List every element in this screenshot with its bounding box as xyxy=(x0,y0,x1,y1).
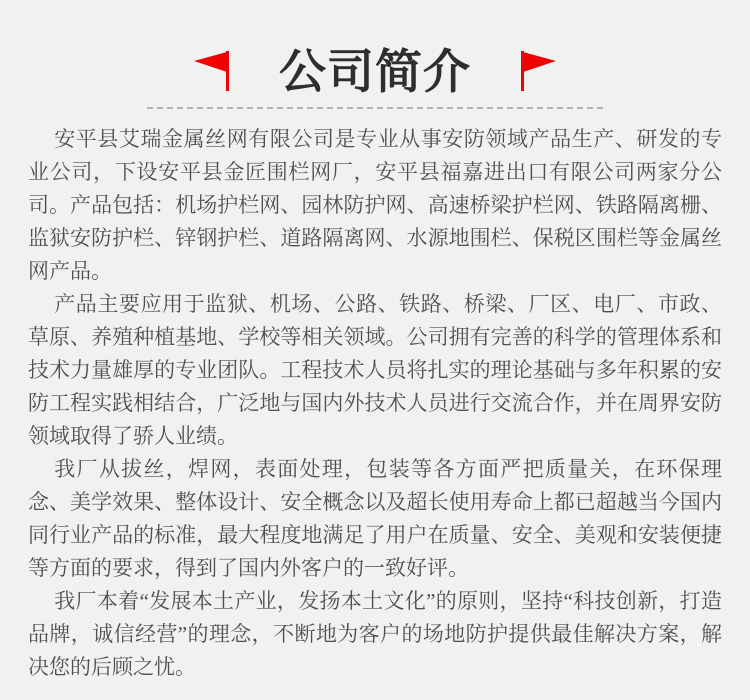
intro-paragraph-philosophy: 我厂本着“发展本土产业，发扬本土文化”的原则，坚持“科技创新，打造品牌，诚信经营”的理念，不断地为客户的场地防护提供最佳解决方案，解决您的后顾之忧。 xyxy=(28,588,722,679)
red-flag-left-icon xyxy=(193,50,231,96)
intro-paragraph-applications: 产品主要应用于监狱、机场、公路、铁路、桥梁、厂区、电厂、市政、草原、养殖种植基地、学校等相关领域。公司拥有完善的科学的管理体系和技术力量雄厚的专业团队。工程技术人员将扎实的理论基础与多年积累的安防工程实践相结合，广泛地与国内外技术人员进行交流合作，并在周界安防领域取得了骄人业绩。 xyxy=(28,291,722,448)
intro-paragraph-quality: 我厂从拔丝，焊网，表面处理，包装等各方面严把质量关，在环保理念、美学效果、整体设计、安全概念以及超长使用寿命上都已超越当今国内同行业产品的标准，最大程度地满足了用户在质量、安全、美观和安装便捷等方面的要求，得到了国内外客户的一致好评。 xyxy=(28,456,722,580)
dashed-divider xyxy=(147,107,603,109)
red-flag-right-icon xyxy=(519,50,557,96)
title-row xyxy=(0,46,750,98)
section-header xyxy=(0,0,750,98)
intro-paragraph-overview: 安平县艾瑞金属丝网有限公司是专业从事安防领域产品生产、研发的专业公司，下设安平县金匠围栏网厂，安平县福嘉进出口有限公司两家分公司。产品包括：机场护栏网、园林防护网、高速桥梁护栏网、铁路隔离栅、监狱安防护栏、锌钢护栏、道路隔离网、水源地围栏、保税区围栏等金属丝网产品。 xyxy=(28,126,722,283)
company-intro-text xyxy=(28,123,722,684)
page-title: 公司简介 xyxy=(279,45,471,98)
